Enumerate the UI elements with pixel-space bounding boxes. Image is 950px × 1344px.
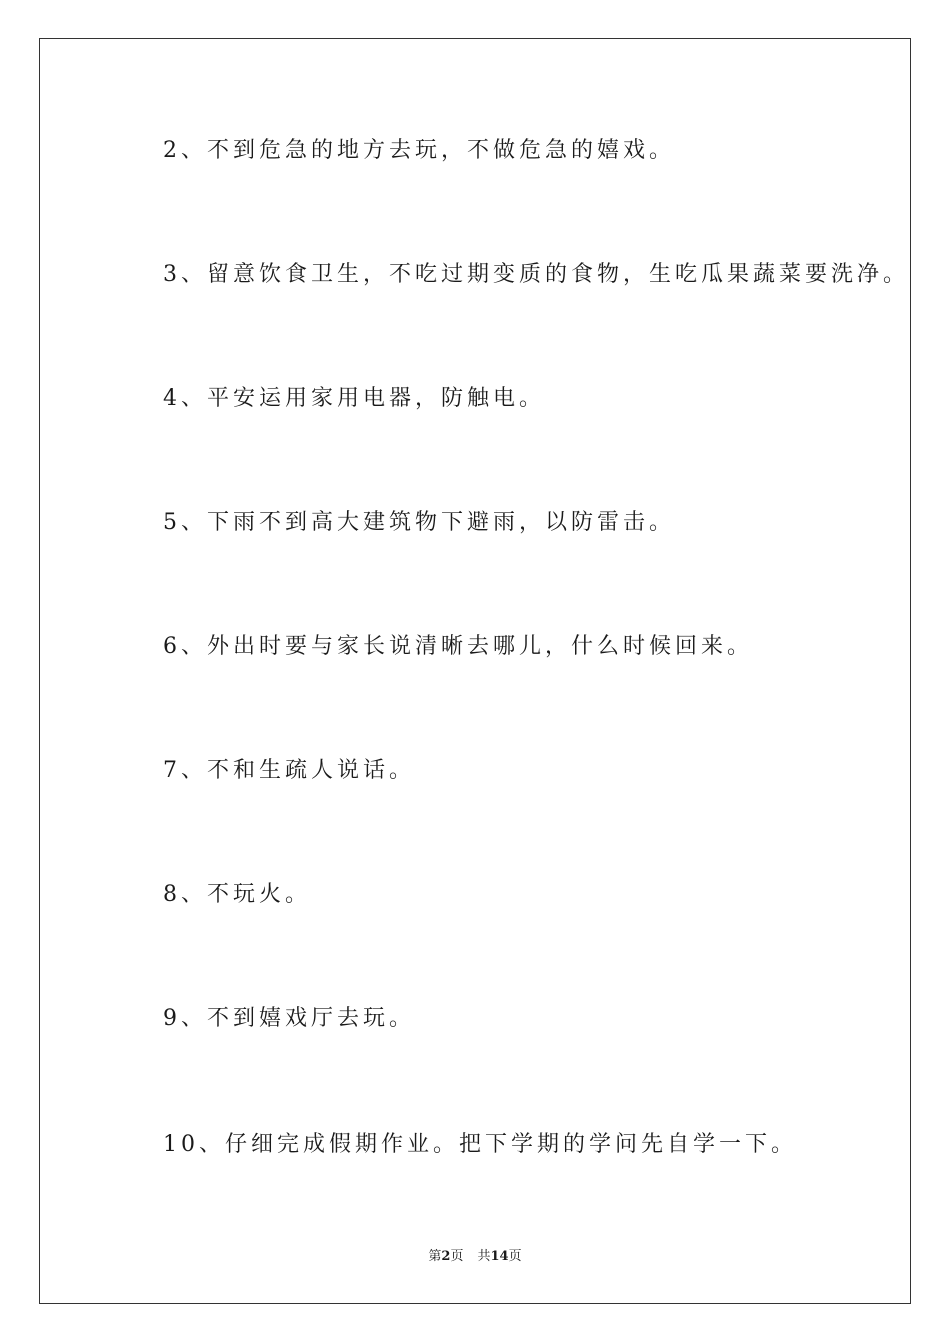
list-item: 2、不到危急的地方去玩，不做危急的嬉戏。: [163, 138, 675, 163]
list-item: 8、不玩火。: [163, 882, 311, 907]
footer-total-suffix: 页: [508, 1249, 522, 1264]
list-item: 6、外出时要与家长说清晰去哪儿，什么时候回来。: [163, 634, 753, 659]
footer-total-pages: 14: [490, 1249, 509, 1264]
list-item: 4、平安运用家用电器，防触电。: [163, 386, 545, 411]
list-item: 5、下雨不到高大建筑物下避雨，以防雷击。: [163, 510, 675, 535]
page-footer: [0, 1248, 950, 1266]
list-item: 7、不和生疏人说话。: [163, 758, 415, 783]
footer-total-prefix: 共: [477, 1249, 491, 1264]
list-item: 10、仔细完成假期作业。把下学期的学问先自学一下。: [163, 1132, 797, 1157]
footer-page-suffix: 页: [450, 1249, 464, 1264]
footer-page-number: 2: [441, 1249, 451, 1264]
list-item: 9、不到嬉戏厅去玩。: [163, 1006, 415, 1031]
footer-page-prefix: 第: [428, 1249, 442, 1264]
page-border: [39, 38, 911, 1304]
list-item: 3、留意饮食卫生，不吃过期变质的食物，生吃瓜果蔬菜要洗净。: [163, 262, 909, 287]
